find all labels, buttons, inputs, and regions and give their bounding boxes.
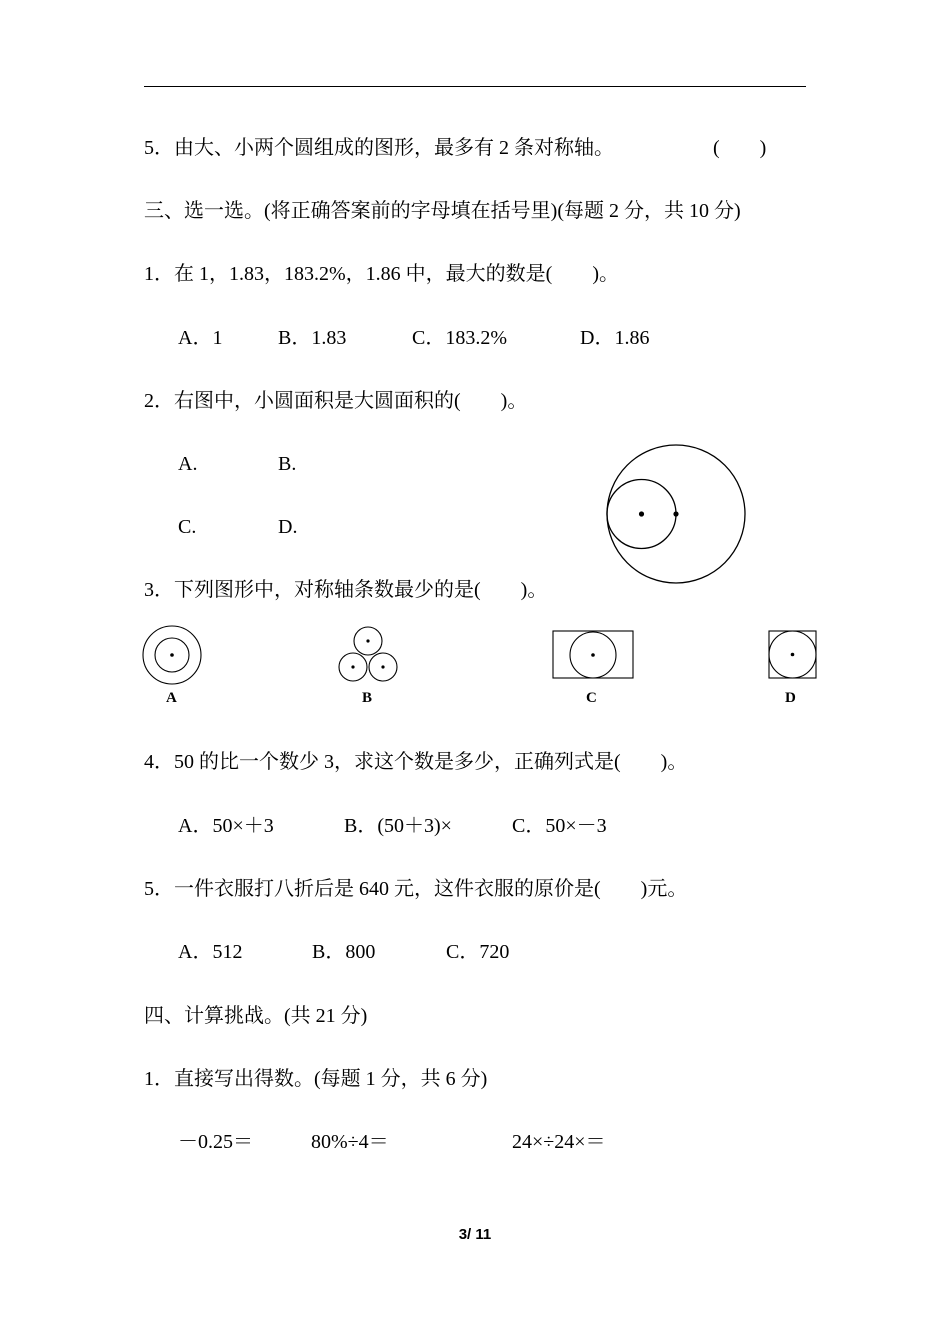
small-circle-center-dot [639,511,644,516]
s3-q5-option-b: B．800 [312,941,376,963]
figure-d-circle-in-square [766,628,820,682]
s3-q2-option-b: B. [278,453,297,475]
figure-a-concentric-circles [140,624,206,686]
figure-a-label: A [166,690,177,706]
s3-q1-option-b: B．1.83 [278,327,347,349]
s4-q1-item-2: 80%÷4＝ [311,1131,389,1153]
s3-q2-option-c: C. [178,516,197,538]
s4-q1-item-3: 24×÷24×＝ [512,1131,606,1153]
large-circle-center-dot [673,511,678,516]
figure-d-label: D [785,690,796,706]
s3-q4-text: 4．50 的比一个数少 3，求这个数是多少，正确列式是( )。 [144,751,688,773]
s3-q2-text: 2．右图中，小圆面积是大圆面积的( )。 [144,390,528,412]
section3-title: 三、选一选。(将正确答案前的字母填在括号里)(每题 2 分，共 10 分) [144,200,741,222]
s4-q1-text: 1．直接写出得数。(每题 1 分，共 6 分) [144,1068,488,1090]
s3-q5-option-a: A．512 [178,941,243,963]
s3-q5-text: 5．一件衣服打八折后是 640 元，这件衣服的原价是( )元。 [144,878,688,900]
s3-q4-option-c: C．50×－3 [512,815,607,837]
s3-q1-option-d: D．1.86 [580,327,650,349]
figure-c-circle-in-rectangle [551,628,637,682]
s3-q5-option-c: C．720 [446,941,510,963]
s3-q2-option-d: D. [278,516,298,538]
s3-q4-option-a: A．50×＋3 [178,815,274,837]
s3-q1-text: 1．在 1，1.83，183.2%，1.86 中，最大的数是( )。 [144,263,619,285]
prev-q5-answer-paren: ( ) [713,137,767,159]
section4-title: 四、计算挑战。(共 21 分) [144,1005,368,1027]
header-rule [144,86,806,87]
figure-b-three-circles [334,624,402,684]
s3-q4-option-b: B．(50＋3)× [344,815,452,837]
s3-q1-option-c: C．183.2% [412,327,507,349]
nested-circles-figure [600,438,752,590]
s3-q3-text: 3．下列图形中，对称轴条数最少的是( )。 [144,579,548,601]
prev-q5-text: 5．由大、小两个圆组成的图形，最多有 2 条对称轴。 [144,137,614,159]
s4-q1-item-1: －0.25＝ [178,1131,253,1153]
page-number: 3/ 11 [458,1226,492,1243]
figure-b-label: B [362,690,373,706]
s3-q2-option-a: A. [178,453,198,475]
figure-c-label: C [586,690,597,706]
s3-q1-option-a: A．1 [178,327,223,349]
